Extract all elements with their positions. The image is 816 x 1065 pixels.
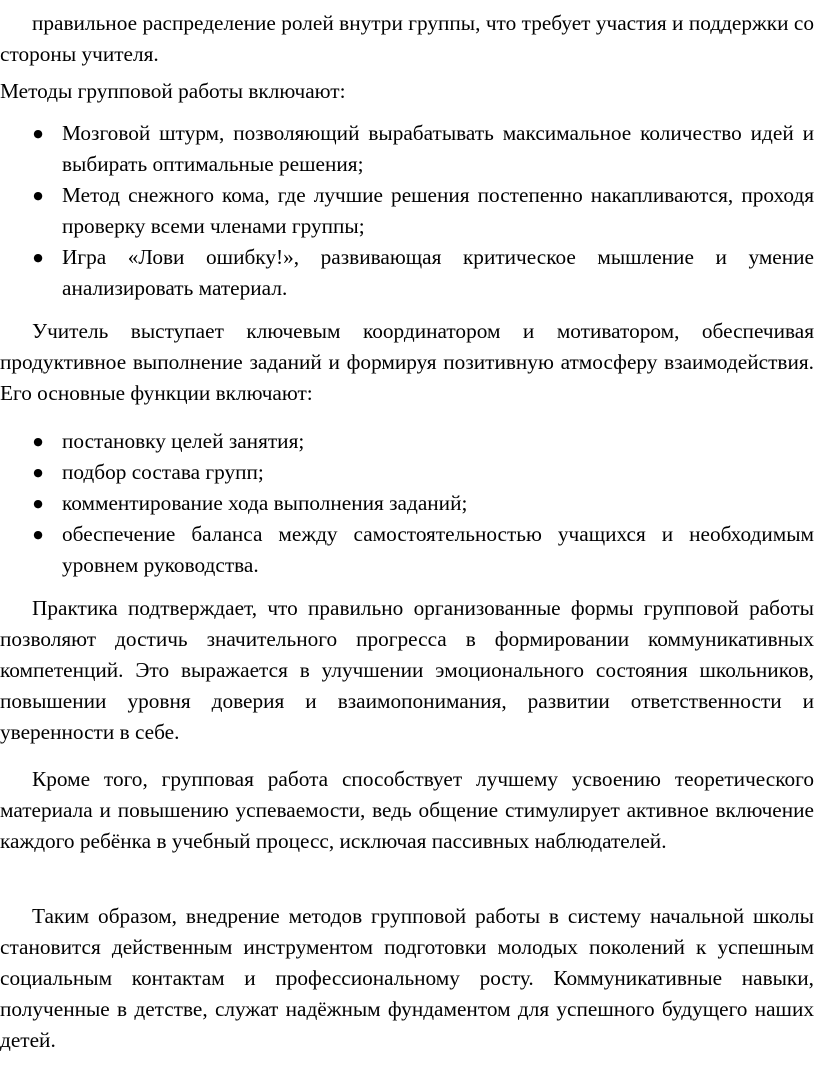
- paragraph-continuation: правильное распределение ролей внутри группы, что требует участия и поддержки со стороны учителя.: [0, 11, 814, 66]
- list-item: [0, 519, 814, 581]
- list-item: [0, 242, 814, 304]
- list-item-text: Метод снежного кома, где лучшие решения постепенно накапливаются, проходя проверку всеми членами группы;: [62, 183, 814, 238]
- functions-list: [0, 426, 814, 581]
- list-item: [0, 426, 814, 457]
- paragraph-conclusion: Таким образом, внедрение методов групповой работы в систему начальной школы становится действенным инструментом подготовки молодых поколений к успешным социальным контактам и профессиональному росту. Коммуникативные навыки, полученные в детстве, служат надёжным фундаментом для успешного будущего наших детей.: [0, 904, 814, 1052]
- list-item-text: постановку целей занятия;: [62, 429, 305, 453]
- list-item-text: Игра «Лови ошибку!», развивающая критическое мышление и умение анализировать материал.: [62, 245, 814, 300]
- list-item: [0, 180, 814, 242]
- list-item-text: комментирование хода выполнения заданий;: [62, 491, 468, 515]
- list-item: [0, 118, 814, 180]
- bullet-icon: ●: [33, 251, 43, 264]
- list-item: [0, 488, 814, 519]
- bullet-icon: ●: [33, 189, 43, 202]
- list-item: [0, 457, 814, 488]
- bullet-icon: ●: [33, 127, 43, 140]
- bullet-icon: ●: [33, 435, 43, 448]
- list-item-text: обеспечение баланса между самостоятельностью учащихся и необходимым уровнем руководства.: [62, 522, 814, 577]
- paragraph-moreover: Кроме того, групповая работа способствует лучшему усвоению теоретического материала и повышению успеваемости, ведь общение стимулирует активное включение каждого ребёнка в учебный процесс, исключая пассивных наблюдателей.: [0, 767, 814, 853]
- methods-list: [0, 118, 814, 304]
- paragraph-teacher-role: Учитель выступает ключевым координатором и мотиватором, обеспечивая продуктивное выполнение заданий и формируя позитивную атмосферу взаимодействия. Его основные функции включают:: [0, 319, 814, 405]
- paragraph-practice: Практика подтверждает, что правильно организованные формы групповой работы позволяют достичь значительного прогресса в формировании коммуникативных компетенций. Это выражается в улучшении эмоционального состояния школьников, повышении уровня доверия и взаимопонимания, развитии ответственности и уверенности в себе.: [0, 596, 814, 744]
- bullet-icon: ●: [33, 497, 43, 510]
- bullet-icon: ●: [33, 466, 43, 479]
- paragraph-methods-intro: Методы групповой работы включают:: [0, 79, 346, 103]
- list-item-text: подбор состава групп;: [62, 460, 264, 484]
- bullet-icon: ●: [33, 528, 43, 541]
- list-item-text: Мозговой штурм, позволяющий вырабатывать максимальное количество идей и выбирать оптимальные решения;: [62, 121, 814, 176]
